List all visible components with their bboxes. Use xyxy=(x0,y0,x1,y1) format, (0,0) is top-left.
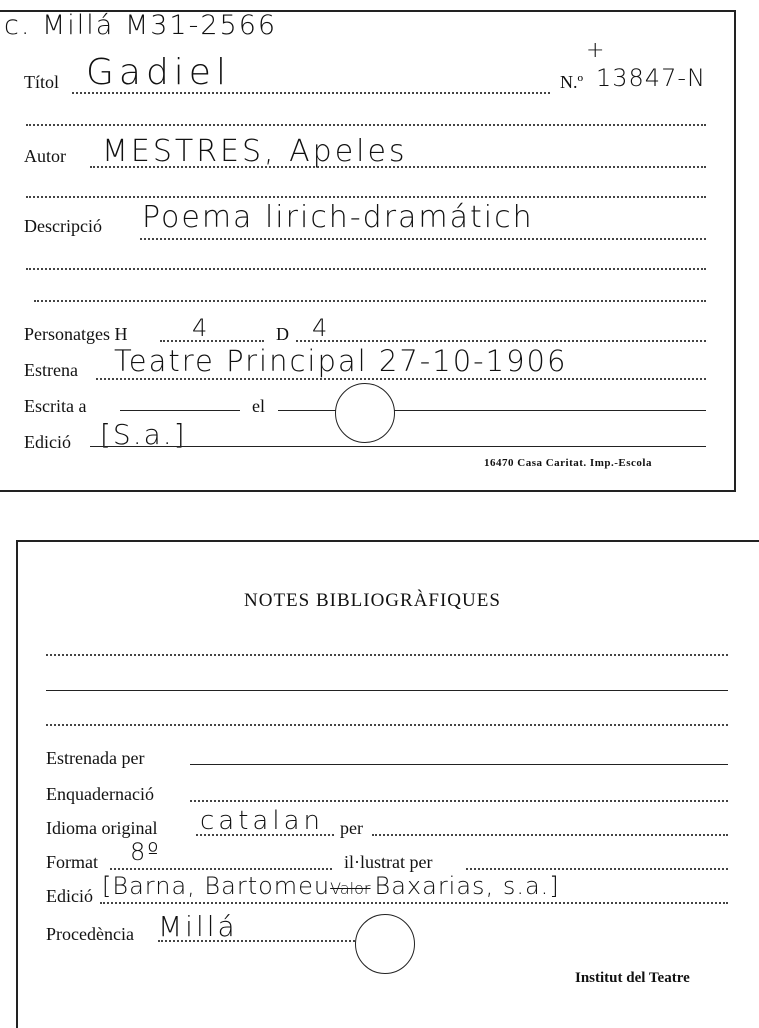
edicio2-label: Edició xyxy=(46,886,93,906)
estrena-line xyxy=(96,378,706,380)
procedencia-value: Millá xyxy=(158,910,238,943)
per-label: per xyxy=(340,818,363,838)
punch-hole xyxy=(335,383,395,443)
idioma-line xyxy=(196,834,334,836)
escrita-el-label: el xyxy=(252,396,265,416)
blank-line xyxy=(34,300,706,302)
blank-line xyxy=(26,196,706,198)
titol-value: Gadiel xyxy=(86,52,231,93)
edicio2-line xyxy=(100,902,728,904)
edicio-value: [S.a.] xyxy=(100,418,187,451)
idioma-label: Idioma original xyxy=(46,818,158,838)
estrenada-label: Estrenada per xyxy=(46,748,145,768)
blank-line xyxy=(46,724,728,726)
descripcio-line xyxy=(140,238,706,240)
edicio2-value-b: Baxarias, s.a.] xyxy=(374,872,560,900)
autor-line xyxy=(90,166,706,168)
autor-value: MESTRES, Apeles xyxy=(102,134,408,169)
format-value: 8º xyxy=(130,838,161,866)
num-mark: + xyxy=(586,38,607,63)
titol-line xyxy=(72,92,550,94)
num-value: 13847-N xyxy=(596,64,706,92)
descripcio-label: Descripció xyxy=(24,216,102,236)
estrena-label: Estrena xyxy=(24,360,78,380)
personatges-d-line xyxy=(296,340,706,342)
edicio-line xyxy=(90,446,706,447)
titol-label: Títol xyxy=(24,72,59,92)
descripcio-value: Poema lirich-dramátich xyxy=(142,200,534,235)
illustrat-label: il·lustrat per xyxy=(344,852,433,872)
format-line xyxy=(110,868,332,870)
personatges-d-label: D xyxy=(276,324,289,344)
idioma-value: catalan xyxy=(200,806,324,836)
printer-imprint: 16470 Casa Caritat. Imp.-Escola xyxy=(484,457,652,469)
edicio-label: Edició xyxy=(24,432,71,452)
autor-label: Autor xyxy=(24,146,66,166)
personatges-h-value: 4 xyxy=(192,314,210,342)
blank-line xyxy=(46,690,728,691)
escrita-line xyxy=(120,410,240,411)
estrenada-line xyxy=(190,764,728,765)
institution-name: Institut del Teatre xyxy=(575,970,690,986)
enquadernacio-line xyxy=(190,800,728,802)
blank-line xyxy=(26,268,706,270)
edicio2-struck: Valor xyxy=(330,879,371,898)
blank-line xyxy=(26,124,706,126)
procedencia-label: Procedència xyxy=(46,924,134,944)
num-label: N.º xyxy=(560,72,584,92)
personatges-d-value: 4 xyxy=(312,314,330,342)
personatges-h-line xyxy=(160,340,264,342)
edicio2-value-a: [Barna, Bartomeu xyxy=(102,872,331,900)
edicio2-value xyxy=(102,872,560,900)
estrena-value: Teatre Principal 27-10-1906 xyxy=(114,344,568,378)
procedencia-line xyxy=(158,940,358,942)
top-shelfmark-note: c. Millá M31-2566 xyxy=(4,10,278,41)
per-line xyxy=(372,834,728,836)
blank-line xyxy=(46,654,728,656)
escrita-label: Escrita a xyxy=(24,396,87,416)
notes-heading: NOTES BIBLIOGRÀFIQUES xyxy=(244,590,501,611)
format-label: Format xyxy=(46,852,98,872)
illustrat-line xyxy=(466,868,728,870)
personatges-label: Personatges H xyxy=(24,324,128,344)
punch-hole xyxy=(355,914,415,974)
enquadernacio-label: Enquadernació xyxy=(46,784,154,804)
